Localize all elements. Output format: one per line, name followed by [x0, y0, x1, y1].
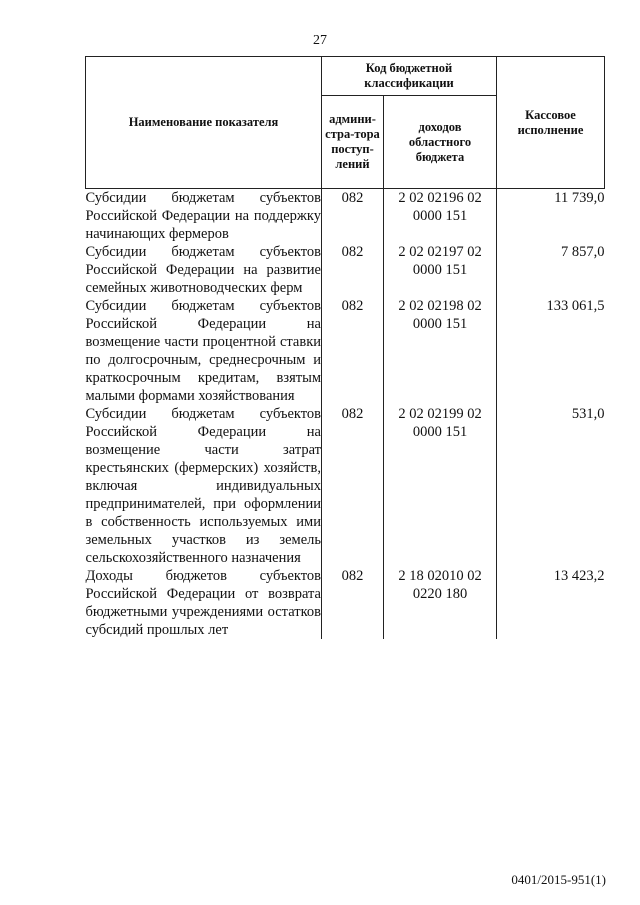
row-income-code: 2 02 02196 02 0000 151: [384, 189, 497, 244]
page-number: 27: [313, 33, 327, 48]
row-income-code: 2 02 02199 02 0000 151: [384, 405, 497, 567]
row-income-code: 2 02 02198 02 0000 151: [384, 297, 497, 405]
row-admin-code: 082: [322, 567, 384, 639]
table-row: [86, 189, 605, 244]
row-admin-code: 082: [322, 405, 384, 567]
row-admin-code: 082: [322, 189, 384, 244]
row-amount: 7 857,0: [497, 243, 605, 297]
row-admin-code: 082: [322, 243, 384, 297]
table-row: [86, 567, 605, 639]
header-indicator-name: Наименование показателя: [86, 57, 322, 189]
table-row: [86, 243, 605, 297]
header-cash-execution: Кассовое исполнение: [497, 57, 605, 189]
row-admin-code: 082: [322, 297, 384, 405]
row-amount: 13 423,2: [497, 567, 605, 639]
row-name: Субсидии бюджетам субъектов Российской Федерации на возмещение части процентной ставки по долгосрочным, среднесрочным и краткосрочным кредитам, взятым малыми формами хозяйствования: [85, 298, 321, 404]
row-name: Субсидии бюджетам субъектов Российской Федерации на возмещение части затрат крестьянских (фермерских) хозяйств, включая индивидуальных предпринимателей, при оформлении в собственность используемых ими земельных участков из земель сельскохозяйственного назначения: [85, 406, 321, 566]
row-amount: 11 739,0: [497, 189, 605, 244]
row-amount: 133 061,5: [497, 297, 605, 405]
header-income-code: доходов областного бюджета: [384, 96, 497, 189]
row-income-code: 2 18 02010 02 0220 180: [384, 567, 497, 639]
row-amount: 531,0: [497, 405, 605, 567]
header-administrator: админи-стра-тора поступ-лений: [322, 96, 384, 189]
row-name: Субсидии бюджетам субъектов Российской Федерации на развитие семейных животноводческих ферм: [85, 244, 321, 296]
row-income-code: 2 02 02197 02 0000 151: [384, 243, 497, 297]
row-name: Доходы бюджетов субъектов Российской Федерации от возврата бюджетными учреждениями остатков субсидий прошлых лет: [85, 568, 321, 638]
row-name: Субсидии бюджетам субъектов Российской Федерации на поддержку начинающих фермеров: [85, 190, 321, 242]
table-row: [86, 297, 605, 405]
document-code: 0401/2015-951(1): [511, 872, 606, 887]
budget-table: [85, 56, 605, 639]
header-budget-code: Код бюджетной классификации: [322, 57, 497, 96]
table-row: [86, 405, 605, 567]
